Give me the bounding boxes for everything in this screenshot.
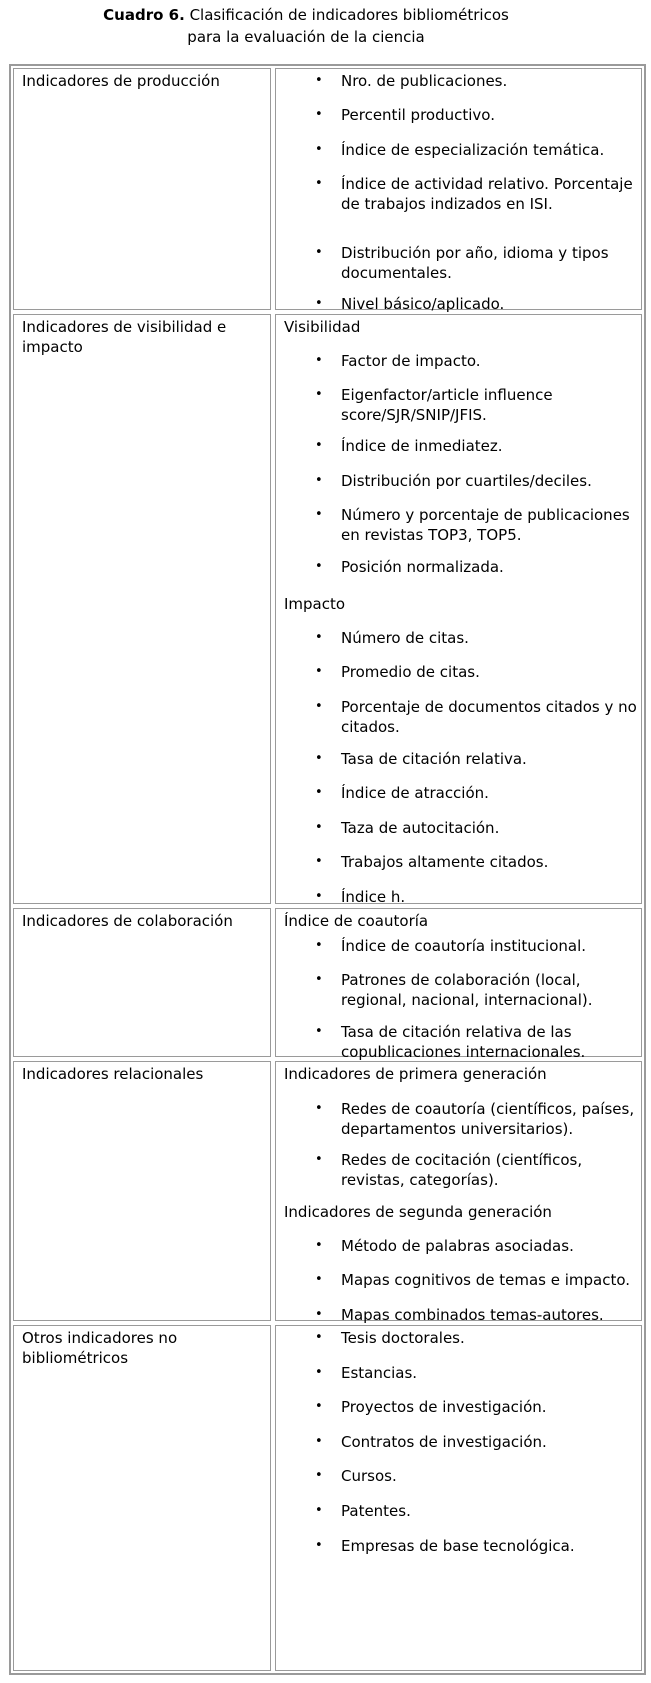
items-cell	[275, 1325, 642, 1671]
bullet-icon: •	[315, 353, 323, 368]
indicators-table	[9, 64, 646, 1675]
category-cell	[13, 68, 271, 310]
bullet-icon: •	[315, 1503, 323, 1518]
items-cell	[275, 1061, 642, 1324]
bullet-icon: •	[315, 751, 323, 766]
subheading-first-generation: Indicadores de primera generación	[284, 1065, 547, 1083]
bullet-icon: •	[315, 820, 323, 835]
list-item-text: Nro. de publicaciones.	[341, 72, 508, 90]
list-item-text: Tesis doctorales.	[341, 1329, 465, 1347]
bullet-icon: •	[315, 142, 323, 157]
bullet-icon: •	[315, 387, 323, 402]
caption-line-1: Clasificación de indicadores bibliométricos	[189, 6, 509, 24]
list-item-text: Tasa de citación relativa de las copublicaciones internacionales.	[341, 1023, 586, 1061]
list-item-text: Promedio de citas.	[341, 663, 480, 681]
list-item-text: Percentil productivo.	[341, 106, 495, 124]
list-item-text: Número y porcentaje de publicaciones en revistas TOP3, TOP5.	[341, 506, 630, 544]
bullet-icon: •	[315, 664, 323, 679]
list-item-text: Índice de inmediatez.	[341, 437, 503, 455]
bullet-icon: •	[315, 1238, 323, 1253]
list-item-text: Índice de coautoría institucional.	[341, 937, 587, 955]
table-row-collaboration	[11, 906, 644, 1059]
caption-label: Cuadro 6.	[103, 6, 185, 24]
list-item-text: Posición normalizada.	[341, 558, 504, 576]
bullet-icon: •	[315, 1468, 323, 1483]
category-cell	[13, 314, 271, 904]
bullet-icon: •	[315, 1538, 323, 1553]
table-row-relational	[11, 1059, 644, 1323]
bullet-icon: •	[315, 73, 323, 88]
bullet-icon: •	[315, 107, 323, 122]
list-item-text: Mapas cognitivos de temas e impacto.	[341, 1271, 631, 1289]
bullet-icon: •	[315, 699, 323, 714]
list-item-text: Taza de autocitación.	[341, 819, 500, 837]
table-row-visibility-impact	[11, 312, 644, 906]
list-item-text: Distribución por cuartiles/deciles.	[341, 472, 592, 490]
subheading-impact: Impacto	[284, 595, 346, 613]
subheading-coauthorship: Índice de coautoría	[284, 912, 429, 930]
list-item-text: Método de palabras asociadas.	[341, 1237, 574, 1255]
list-item-text: Nivel básico/aplicado.	[341, 295, 505, 313]
bullet-icon: •	[315, 972, 323, 987]
bullet-icon: •	[315, 1272, 323, 1287]
list-item-text: Proyectos de investigación.	[341, 1398, 547, 1416]
list-item-text: Distribución por año, idioma y tipos documentales.	[341, 244, 609, 282]
bullet-icon: •	[315, 630, 323, 645]
items-cell	[275, 908, 642, 1061]
bullet-icon: •	[315, 1101, 323, 1116]
items-cell	[275, 68, 642, 313]
caption-line-2: para la evaluación de la ciencia	[187, 28, 425, 46]
list-item-text: Redes de cocitación (científicos, revistas, categorías).	[341, 1151, 583, 1189]
list-item-text: Patentes.	[341, 1502, 411, 1520]
bullet-icon: •	[315, 1307, 323, 1322]
category-label: Indicadores relacionales	[22, 1065, 204, 1083]
list-item-text: Mapas combinados temas-autores.	[341, 1306, 604, 1324]
list-item-text: Redes de coautoría (científicos, países, departamentos universitarios).	[341, 1100, 635, 1138]
subheading-visibility: Visibilidad	[284, 318, 361, 336]
category-cell	[13, 1325, 271, 1671]
table-row-other	[11, 1323, 644, 1673]
list-item-text: Empresas de base tecnológica.	[341, 1537, 575, 1555]
list-item-text: Estancias.	[341, 1364, 418, 1382]
bullet-icon: •	[315, 854, 323, 869]
category-cell	[13, 908, 271, 1057]
list-item-text: Tasa de citación relativa.	[341, 750, 527, 768]
list-item-text: Contratos de investigación.	[341, 1433, 547, 1451]
bullet-icon: •	[315, 1434, 323, 1449]
subheading-second-generation: Indicadores de segunda generación	[284, 1203, 552, 1221]
bullet-icon: •	[315, 889, 323, 904]
bullet-icon: •	[315, 1152, 323, 1167]
category-cell	[13, 1061, 271, 1321]
bullet-icon: •	[315, 473, 323, 488]
list-item-text: Porcentaje de documentos citados y no citados.	[341, 698, 637, 736]
list-item-text: Índice de especialización temática.	[341, 141, 605, 159]
bullet-icon: •	[315, 296, 323, 311]
list-item-text: Eigenfactor/article influence score/SJR/SNIP/JFIS.	[341, 386, 553, 424]
bullet-icon: •	[315, 507, 323, 522]
list-item-text: Índice de atracción.	[341, 784, 489, 802]
list-item-text: Trabajos altamente citados.	[341, 853, 549, 871]
bullet-icon: •	[315, 785, 323, 800]
bullet-icon: •	[315, 1330, 323, 1345]
bullet-icon: •	[315, 176, 323, 191]
list-item-text: Índice h.	[341, 888, 406, 906]
bullet-icon: •	[315, 1024, 323, 1039]
bullet-icon: •	[315, 438, 323, 453]
table-row-production	[11, 66, 644, 312]
items-cell	[275, 314, 642, 904]
bullet-icon: •	[315, 559, 323, 574]
list-item-text: Factor de impacto.	[341, 352, 481, 370]
bullet-icon: •	[315, 938, 323, 953]
list-item-text: Número de citas.	[341, 629, 469, 647]
category-label: Indicadores de visibilidad e impacto	[22, 318, 227, 356]
category-label: Indicadores de colaboración	[22, 912, 233, 930]
bullet-icon: •	[315, 245, 323, 260]
category-label: Otros indicadores no bibliométricos	[22, 1329, 178, 1367]
list-item-text: Cursos.	[341, 1467, 397, 1485]
category-label: Indicadores de producción	[22, 72, 220, 90]
list-item-text: Índice de actividad relativo. Porcentaje de trabajos indizados en ISI.	[341, 175, 633, 213]
bullet-icon: •	[315, 1399, 323, 1414]
list-item-text: Patrones de colaboración (local, regional, nacional, internacional).	[341, 971, 593, 1009]
table-caption	[0, 4, 612, 48]
bullet-icon: •	[315, 1365, 323, 1380]
